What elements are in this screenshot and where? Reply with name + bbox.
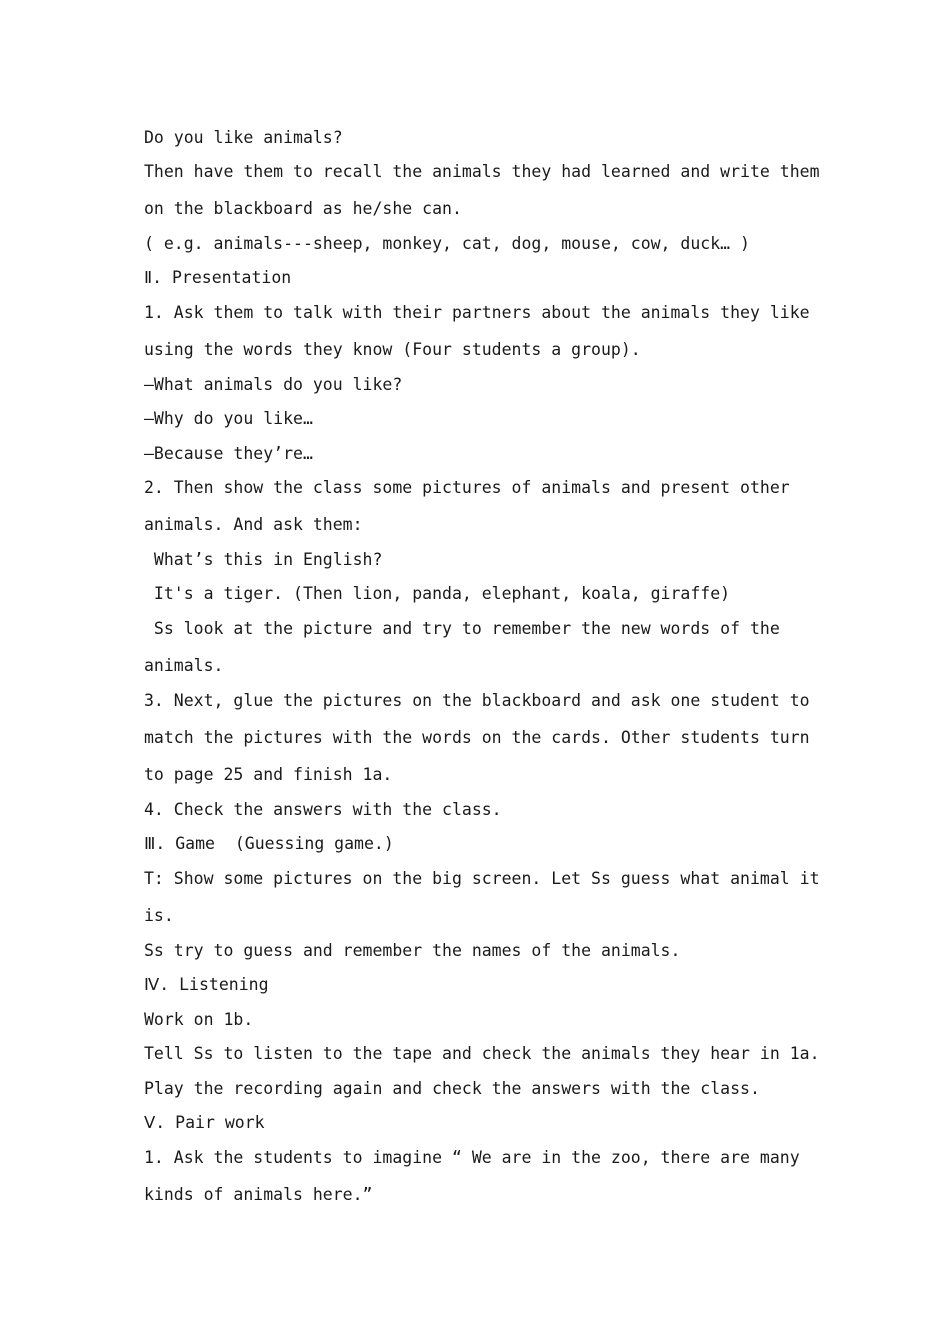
text-line: Ss try to guess and remember the names of the animals. <box>144 941 681 960</box>
text-line: 1. Ask the students to imagine “ We are in the zoo, there are many <box>144 1148 800 1167</box>
section-heading: Ⅱ. Presentation <box>144 268 292 287</box>
text-line: using the words they know (Four students a group). <box>144 340 641 359</box>
text-line: 4. Check the answers with the class. <box>144 800 502 819</box>
text-line: to page 25 and finish 1a. <box>144 765 393 784</box>
text-line: kinds of animals here.” <box>144 1185 373 1204</box>
text-line: T: Show some pictures on the big screen. Let Ss guess what animal it <box>144 869 820 888</box>
text-line: Then have them to recall the animals they had learned and write them <box>144 162 820 181</box>
text-line: —Why do you like… <box>144 409 313 428</box>
text-line: Ss look at the picture and try to remember the new words of the <box>144 619 780 638</box>
text-line: animals. <box>144 656 224 675</box>
text-line: 1. Ask them to talk with their partners about the animals they like <box>144 303 810 322</box>
text-line: It's a tiger. (Then lion, panda, elephant, koala, giraffe) <box>144 584 731 603</box>
text-line: Play the recording again and check the answers with the class. <box>144 1079 760 1098</box>
section-heading: Ⅴ. Pair work <box>144 1113 265 1132</box>
text-line: Tell Ss to listen to the tape and check the animals they hear in 1a. <box>144 1044 820 1063</box>
text-line: —Because they’re… <box>144 444 313 463</box>
text-line: —What animals do you like? <box>144 375 403 394</box>
text-line: is. <box>144 906 174 925</box>
text-line: ( e.g. animals---sheep, monkey, cat, dog, mouse, cow, duck… ) <box>144 234 750 253</box>
text-line: Work on 1b. <box>144 1010 254 1029</box>
text-line: 2. Then show the class some pictures of animals and present other <box>144 478 790 497</box>
section-heading: Ⅳ. Listening <box>144 975 269 994</box>
text-line: Do you like animals? <box>144 128 343 147</box>
text-line: 3. Next, glue the pictures on the blackboard and ask one student to <box>144 691 810 710</box>
text-line: match the pictures with the words on the cards. Other students turn <box>144 728 810 747</box>
section-heading: Ⅲ. Game (Guessing game.) <box>144 834 394 853</box>
text-line: on the blackboard as he/she can. <box>144 199 462 218</box>
text-line: animals. And ask them: <box>144 515 363 534</box>
text-line: What’s this in English? <box>144 550 383 569</box>
